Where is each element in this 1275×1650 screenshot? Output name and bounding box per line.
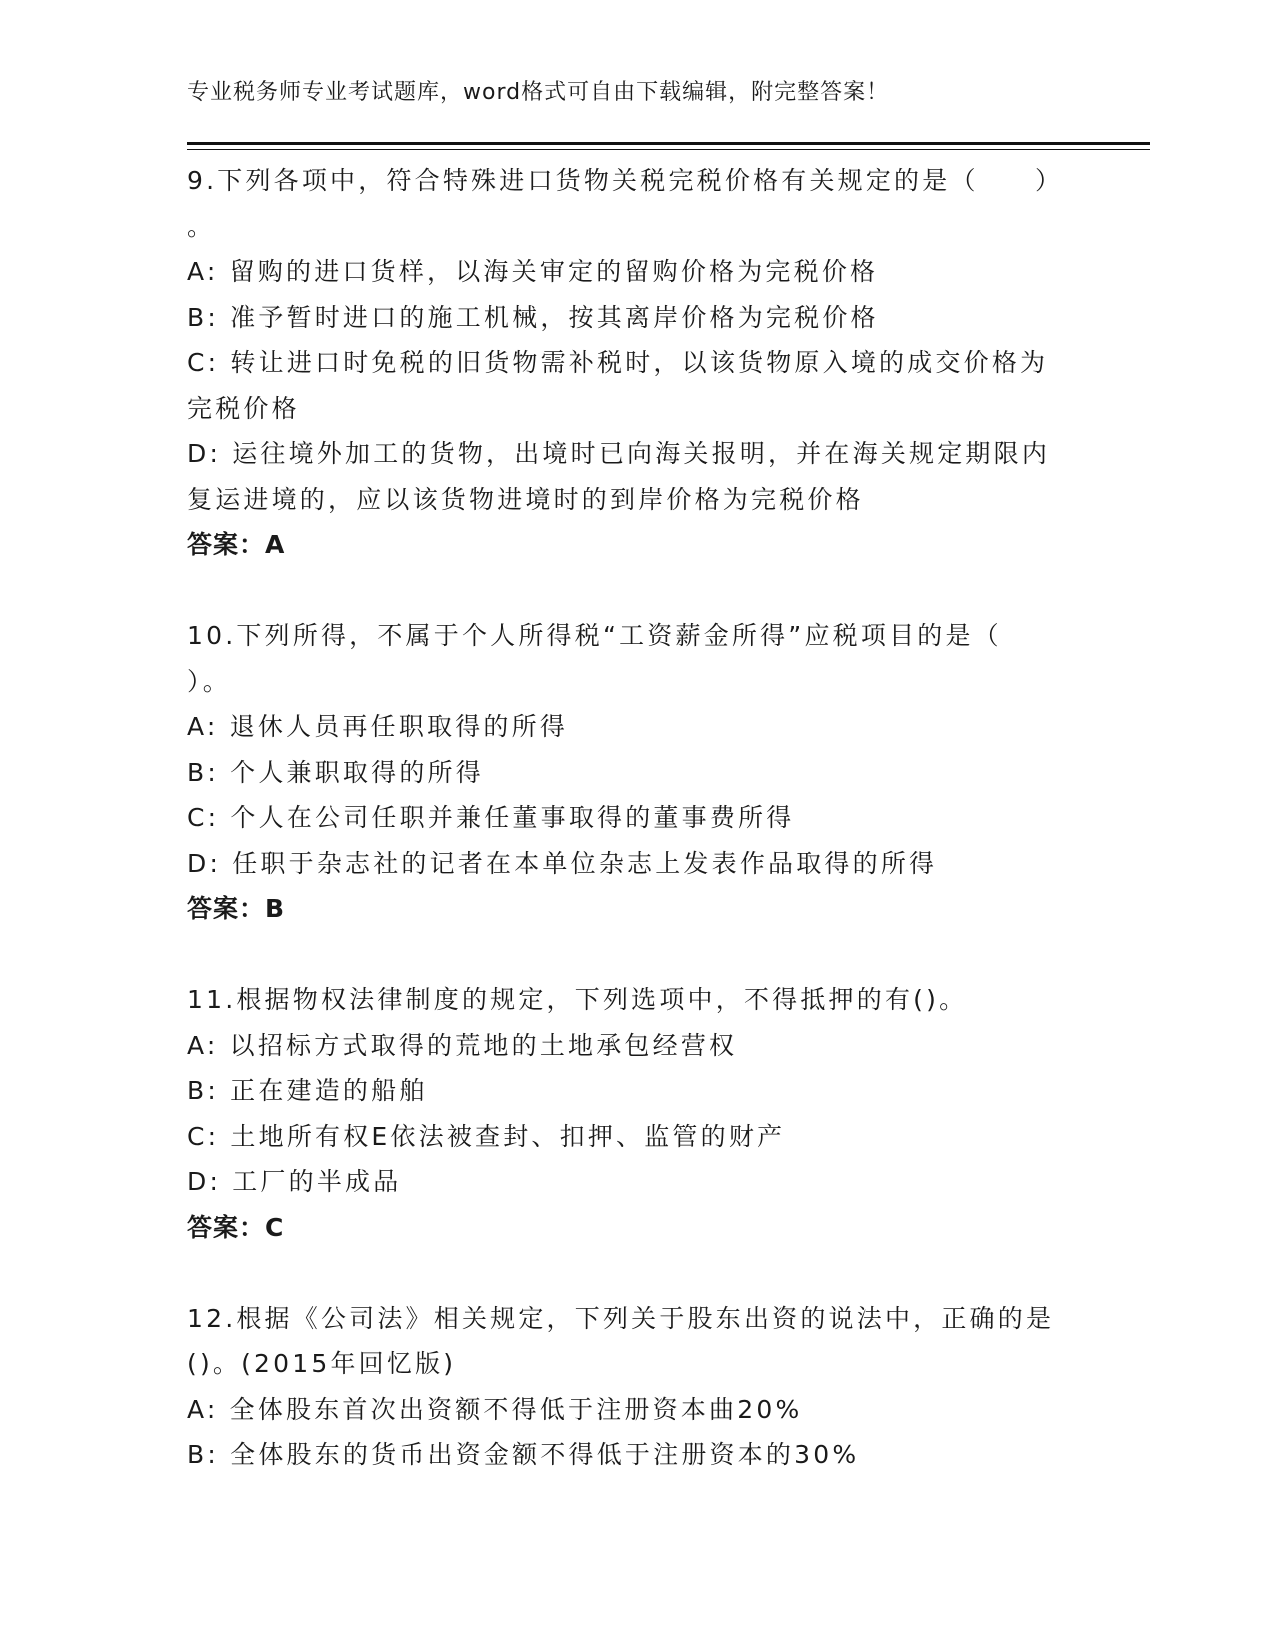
answer-key: 答案：C [187,1212,285,1242]
question-spacer [187,568,1087,614]
answer-option: B: 全体股东的货币出资金额不得低于注册资本的30% [187,1440,860,1469]
question-block [187,613,1087,932]
answer-option: D: 工厂的半成品 [187,1167,402,1196]
question-block [187,158,1087,568]
answer-option: C: 转让进口时免税的旧货物需补税时，以该货物原入境的成交价格为 [187,348,1049,377]
page-header: 专业税务师专业考试题库，word格式可自由下载编辑，附完整答案！ [187,80,890,105]
header-rule-thick [187,142,1150,145]
answer-option: 完税价格 [187,393,300,423]
answer-option: A: 全体股东首次出资额不得低于注册资本曲20% [187,1394,803,1424]
question-block [187,1296,1087,1478]
question-stem: ）。 [187,666,231,696]
answer-option: C: 土地所有权E依法被查封、扣押、监管的财产 [187,1121,786,1151]
answer-option: A: 留购的进口货样，以海关审定的留购价格为完税价格 [187,257,879,286]
answer-option: 复运进境的，应以该货物进境时的到岸价格为完税价格 [187,484,864,514]
question-block [187,977,1087,1250]
question-stem: 12.根据《公司法》相关规定，下列关于股东出资的说法中，正确的是 [187,1303,1055,1333]
question-stem: 9.下列各项中，符合特殊进口货物关税完税价格有关规定的是（ ） [187,166,1064,195]
question-stem: 11.根据物权法律制度的规定，下列选项中，不得抵押的有()。 [187,985,968,1014]
answer-key: 答案：B [187,894,286,923]
question-stem: ()。(2015年回忆版) [187,1349,457,1378]
answer-option: D: 任职于杂志社的记者在本单位杂志上发表作品取得的所得 [187,848,938,878]
question-stem: 10.下列所得，不属于个人所得税“工资薪金所得”应税项目的是（ [187,621,1002,650]
question-list [187,158,1087,1478]
answer-option: A: 退休人员再任职取得的所得 [187,712,569,741]
answer-option: C: 个人在公司任职并兼任董事取得的董事费所得 [187,803,795,832]
header-rule-thin [187,149,1150,150]
answer-option: B: 正在建造的船舶 [187,1076,428,1105]
question-spacer [187,1250,1087,1296]
answer-option: D: 运往境外加工的货物，出境时已向海关报明，并在海关规定期限内 [187,439,1051,468]
question-spacer [187,932,1087,978]
answer-option: A: 以招标方式取得的荒地的土地承包经营权 [187,1030,738,1060]
question-stem: 。 [187,211,216,241]
answer-option: B: 准予暂时进口的施工机械，按其离岸价格为完税价格 [187,302,879,332]
answer-key: 答案：A [187,530,286,559]
answer-option: B: 个人兼职取得的所得 [187,757,484,787]
